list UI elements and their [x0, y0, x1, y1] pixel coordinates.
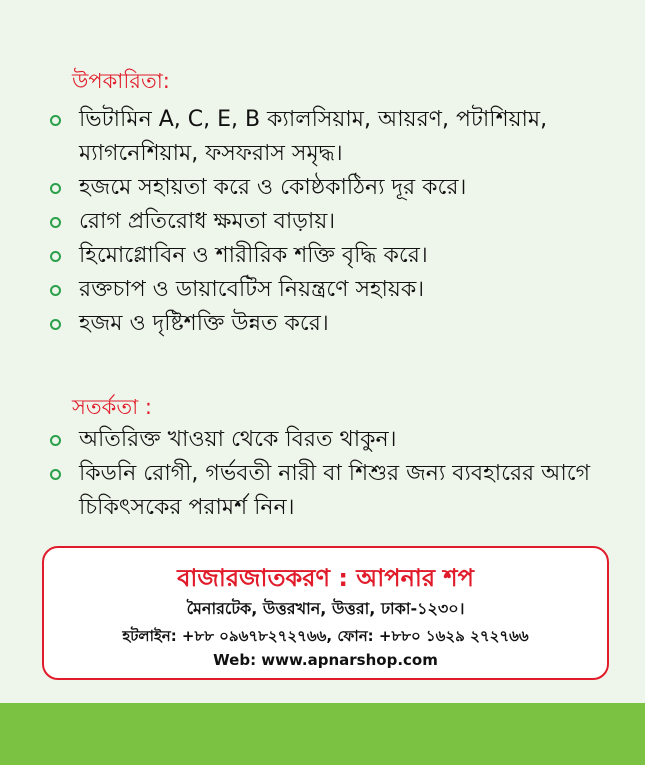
benefit-text: রক্তচাপ ও ডায়াবেটিস নিয়ন্ত্রণে সহায়ক। — [79, 277, 425, 302]
circle-bullet-icon — [50, 319, 61, 330]
caution-title: সতর্কতা : — [72, 395, 152, 419]
caution-item — [50, 423, 620, 457]
circle-bullet-icon — [50, 469, 61, 480]
benefit-text: ম্যাগনেশিয়াম, ফসফরাস সমৃদ্ধ। — [79, 141, 343, 166]
benefit-text: হজম ও দৃষ্টিশক্তি উন্নত করে। — [79, 311, 329, 336]
benefit-text: রোগ প্রতিরোধ ক্ষমতা বাড়ায়। — [79, 209, 336, 234]
caution-item — [50, 457, 620, 491]
circle-bullet-icon — [50, 285, 61, 296]
caution-item-continuation — [50, 491, 620, 525]
circle-bullet-icon — [50, 435, 61, 446]
benefit-text: ভিটামিন A, C, E, B ক্যালসিয়াম, আয়রণ, পটাশিয়াম, — [79, 107, 548, 132]
caution-text: অতিরিক্ত খাওয়া থেকে বিরত থাকুন। — [79, 427, 397, 452]
circle-bullet-icon — [50, 217, 61, 228]
circle-bullet-icon — [50, 251, 61, 262]
marketing-title: বাজারজাতকরণ : আপনার শপ — [177, 564, 474, 592]
benefit-item — [50, 103, 620, 137]
benefits-title: উপকারিতা: — [72, 69, 170, 93]
benefit-text: হিমোগ্লোবিন ও শারীরিক শক্তি বৃদ্ধি করে। — [79, 243, 428, 268]
benefit-item — [50, 307, 620, 341]
marketing-address: মৈনারটেক, উত্তরখান, উত্তরা, ঢাকা-১২৩০। — [186, 599, 465, 618]
circle-bullet-icon — [50, 115, 61, 126]
benefit-item — [50, 273, 620, 307]
circle-bullet-icon — [50, 183, 61, 194]
benefits-list — [50, 103, 620, 341]
caution-text: কিডনি রোগী, গর্ভবতী নারী বা শিশুর জন্য ব্যবহারের আগে — [79, 461, 591, 486]
benefit-item — [50, 205, 620, 239]
benefit-item-continuation — [50, 137, 620, 171]
benefit-item — [50, 171, 620, 205]
bottom-green-band — [0, 703, 645, 765]
caution-text: চিকিৎসকের পরামর্শ নিন। — [79, 495, 295, 520]
caution-list — [50, 423, 620, 525]
benefit-text: হজমে সহায়তা করে ও কোষ্ঠকাঠিন্য দূর করে। — [79, 175, 467, 200]
marketing-web: Web: www.apnarshop.com — [213, 651, 438, 669]
marketing-box — [42, 546, 609, 680]
marketing-contact: হটলাইন: +৮৮ ০৯৬৭৮২৭২৭৬৬, ফোন: +৮৮০ ১৬২৯ ২৭২৭৬৬ — [122, 627, 529, 645]
benefit-item — [50, 239, 620, 273]
